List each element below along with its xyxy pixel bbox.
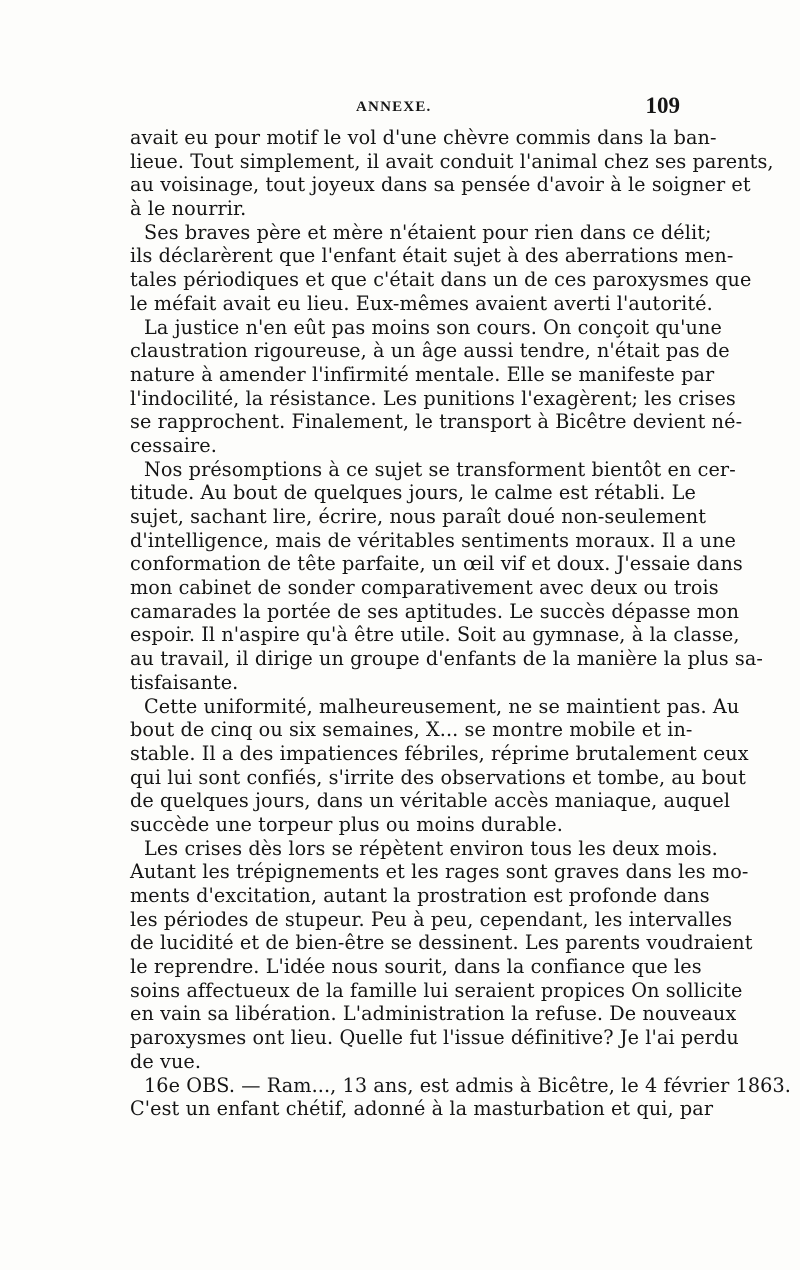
text-line: en vain sa libération. L'administration la refuse. De nouveaux [130,1002,737,1026]
text-line: cessaire. [130,433,217,457]
text-line: le reprendre. L'idée nous sourit, dans la confiance que les [130,955,702,979]
text-line: de vue. [130,1049,202,1073]
text-line: soins affectueux de la famille lui seraient propices On sollicite [130,978,743,1002]
text-line: de lucidité et de bien-être se dessinent. Les parents voudraient [130,931,753,955]
text-line: succède une torpeur plus ou moins durable. [130,812,563,836]
text-line: Les crises dès lors se répètent environ tous les deux mois. [144,836,718,860]
text-line: tales périodiques et que c'était dans un de ces paroxysmes que [130,268,752,292]
text-line: au voisinage, tout joyeux dans sa pensée d'avoir à le soigner et [130,173,751,197]
text-line: tisfaisante. [130,670,239,694]
text-line: mon cabinet de sonder comparativement avec deux ou trois [130,576,719,600]
text-line: conformation de tête parfaite, un œil vif et doux. J'essaie dans [130,552,743,576]
running-head: ANNEXE. [356,99,432,115]
text-line: Autant les trépignements et les rages sont graves dans les mo- [130,860,749,884]
body-text [130,126,792,1121]
text-line: C'est un enfant chétif, adonné à la masturbation et qui, par [130,1097,714,1121]
text-line: ments d'excitation, autant la prostration est profonde dans [130,884,710,907]
text-line: ils déclarèrent que l'enfant était sujet à des aberrations men- [130,244,734,268]
text-line: claustration rigoureuse, à un âge aussi tendre, n'était pas de [130,339,730,363]
text-line: avait eu pour motif le vol d'une chèvre commis dans la ban- [130,126,717,149]
text-line: 16e OBS. — Ram..., 13 ans, est admis à Bicêtre, le 4 février 1863. [144,1073,792,1097]
text-line: d'intelligence, mais de véritables sentiments moraux. Il a une [130,528,736,552]
text-line: sujet, sachant lire, écrire, nous paraît doué non-seulement [130,505,707,528]
text-line: paroxysmes ont lieu. Quelle fut l'issue définitive? Je l'ai perdu [130,1026,739,1050]
text-line: stable. Il a des impatiences fébriles, réprime brutalement ceux [130,741,749,765]
text-line: La justice n'en eût pas moins son cours. On conçoit qu'une [144,315,722,339]
page-number: 109 [645,93,680,118]
text-line: titude. Au bout de quelques jours, le calme est rétabli. Le [130,481,696,505]
text-line: au travail, il dirige un groupe d'enfants de la manière la plus sa- [130,647,763,671]
text-line: nature à amender l'infirmité mentale. Elle se manifeste par [130,362,715,386]
text-line: bout de cinq ou six semaines, X... se montre mobile et in- [130,718,693,742]
text-line: qui lui sont confiés, s'irrite des observations et tombe, au bout [130,765,746,789]
text-line: le méfait avait eu lieu. Eux-mêmes avaient averti l'autorité. [130,291,713,315]
text-line: espoir. Il n'aspire qu'à être utile. Soit au gymnase, à la classe, [130,623,740,647]
text-line: les périodes de stupeur. Peu à peu, cependant, les intervalles [130,907,733,931]
text-line: à le nourrir. [130,197,247,221]
text-line: Nos présomptions à ce sujet se transforment bientôt en cer- [144,457,736,481]
text-line: se rapprochent. Finalement, le transport à Bicêtre devient né- [130,410,743,434]
text-line: camarades la portée de ses aptitudes. Le succès dépasse mon [130,599,740,623]
text-line: de quelques jours, dans un véritable accès maniaque, auquel [130,789,731,813]
text-line: lieue. Tout simplement, il avait conduit l'animal chez ses parents, [130,149,774,173]
text-line: l'indocilité, la résistance. Les punitions l'exagèrent; les crises [130,386,736,410]
text-line: Cette uniformité, malheureusement, ne se maintient pas. Au [144,694,740,718]
text-line: Ses braves père et mère n'étaient pour rien dans ce délit; [144,220,712,244]
